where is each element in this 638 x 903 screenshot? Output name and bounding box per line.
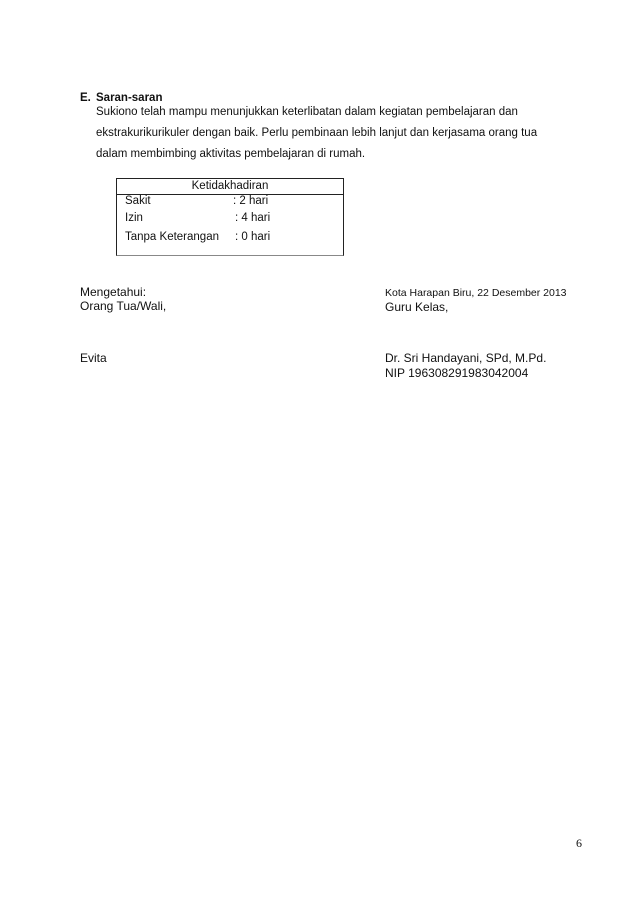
absence-row-izin: [125, 212, 271, 224]
section-title: Saran-saran: [96, 92, 163, 104]
absence-title: Ketidakhadiran: [117, 179, 343, 195]
parent-name: Evita: [80, 351, 107, 365]
suggestion-line-1: Sukiono telah mampu menunjukkan keterlibatan dalam kegiatan pembelajaran dan: [96, 106, 518, 118]
parent-role: Orang Tua/Wali,: [80, 299, 167, 313]
section-letter: E.: [80, 92, 91, 104]
absence-row-sakit: [125, 195, 269, 207]
absence-value: : 2 hari: [233, 195, 269, 207]
suggestion-line-3: dalam membimbing aktivitas pembelajaran di rumah.: [96, 148, 366, 160]
absence-label: Sakit: [125, 195, 151, 207]
absence-table: [116, 178, 344, 256]
absence-value: : 0 hari: [235, 231, 271, 243]
absence-label: Tanpa Keterangan: [125, 231, 219, 243]
teacher-role: Guru Kelas,: [385, 300, 449, 314]
absence-row-tanpa-keterangan: [125, 231, 271, 243]
teacher-nip: NIP 196308291983042004: [385, 366, 529, 380]
section-heading: [80, 92, 162, 104]
suggestion-line-2: ekstrakurikurikuler dengan baik. Perlu pembinaan lebih lanjut dan kerjasama orang tua: [96, 127, 538, 139]
absence-value: : 4 hari: [235, 212, 271, 224]
page-number: 6: [576, 836, 582, 850]
absence-label: Izin: [125, 212, 143, 224]
acknowledge-label: Mengetahui:: [80, 285, 147, 299]
teacher-name: Dr. Sri Handayani, SPd, M.Pd.: [385, 351, 547, 365]
place-date: Kota Harapan Biru, 22 Desember 2013: [385, 287, 567, 299]
